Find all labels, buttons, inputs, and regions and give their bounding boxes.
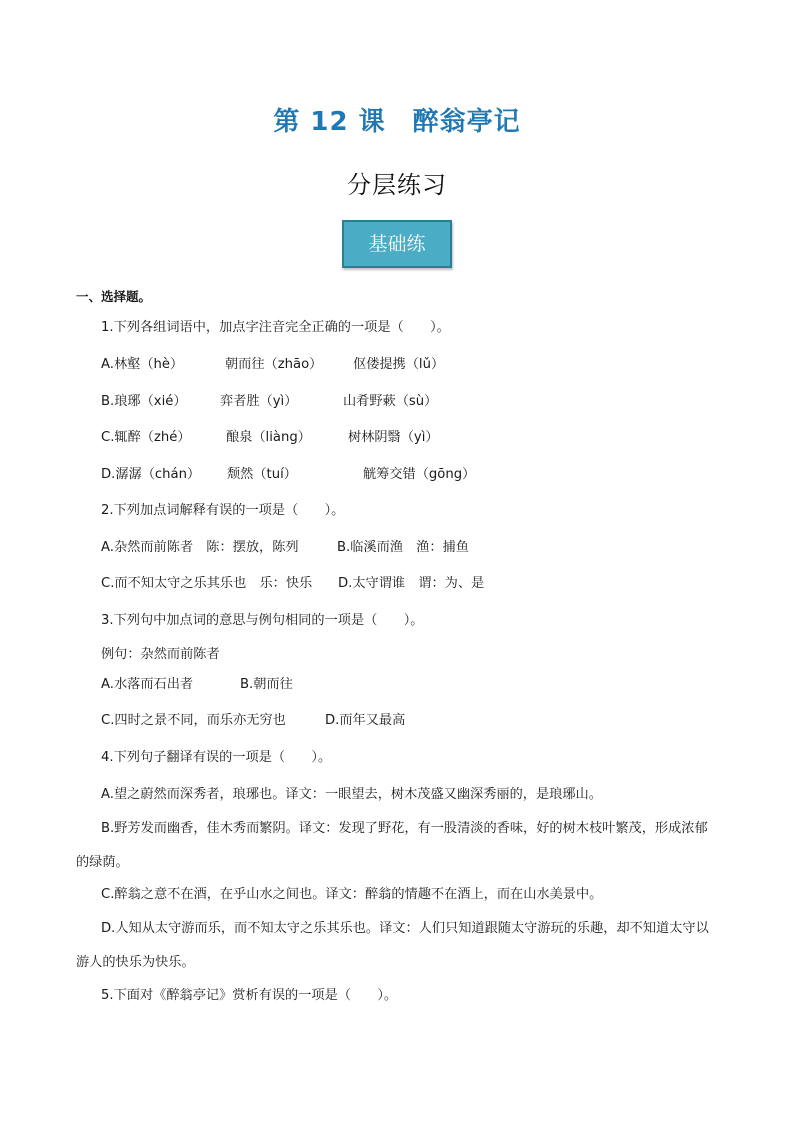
question-2-options-cd	[101, 572, 484, 591]
option-a: A.杂然而前陈者 陈：摆放，陈列	[101, 540, 299, 555]
question-5-stem: 5.下面对《醉翁亭记》赏析有误的一项是（ ）。	[101, 988, 398, 1003]
option-c-part-3: 树林阴翳（yì）	[348, 430, 439, 445]
question-1-option-a	[101, 353, 444, 372]
option-c: C.四时之景不同，而乐亦无穷也	[101, 713, 286, 728]
page-subtitle: 分层练习	[347, 171, 447, 199]
option-a-part-1: A.林壑（hè）	[101, 357, 184, 372]
option-d-part-1: D.潺潺（chán）	[101, 467, 201, 482]
option-d: D.太守谓谁 谓：为、是	[338, 576, 485, 591]
question-2-stem: 2.下列加点词解释有误的一项是（ ）。	[101, 503, 345, 518]
question-1-stem: 1.下列各组词语中，加点字注音完全正确的一项是（ ）。	[101, 320, 450, 335]
option-b-part-2: 弈者胜（yì）	[220, 394, 298, 409]
option-c: C.而不知太守之乐其乐也 乐：快乐	[101, 576, 313, 591]
question-2-options-ab	[101, 536, 469, 555]
option-a-part-2: 朝而往（zhāo）	[225, 357, 323, 372]
option-d: D.而年又最高	[325, 713, 406, 728]
option-b-part-1: B.琅琊（xié）	[101, 394, 187, 409]
option-d-part-3: 觥筹交错（gōng）	[363, 467, 476, 482]
question-3-options-cd	[101, 709, 405, 728]
option-a-part-3: 伛偻提携（lǔ）	[353, 357, 445, 372]
question-3-stem: 3.下列句中加点词的意思与例句相同的一项是（ ）。	[101, 613, 424, 628]
section-heading: 一、选择题。	[76, 289, 152, 304]
option-c-part-1: C.辄醉（zhé）	[101, 430, 191, 445]
question-4-option-b: B.野芳发而幽香，佳木秀而繁阴。译文：发现了野花，有一股清淡的香味，好的树木枝叶繁茂，形成浓郁的绿荫。	[76, 821, 708, 870]
option-b: B.朝而往	[240, 677, 293, 692]
question-3-example: 例句：杂然而前陈者	[101, 647, 220, 662]
question-4-option-d: D.人知从太守游而乐，而不知太守之乐其乐也。译文：人们只知道跟随太守游玩的乐趣，却不知道太守以游人的快乐为快乐。	[76, 921, 709, 970]
option-b: B.临溪而渔 渔：捕鱼	[337, 540, 469, 555]
question-1-option-b	[101, 390, 437, 409]
option-a: A.水落而石出者	[101, 677, 194, 692]
question-4-option-c: C.醉翁之意不在酒，在乎山水之间也。译文：醉翁的情趣不在酒上，而在山水美景中。	[101, 887, 603, 902]
option-b-part-3: 山肴野蔌（sù）	[343, 394, 438, 409]
question-3-options-ab	[101, 673, 293, 692]
lesson-title: 第 12 课 醉翁亭记	[273, 107, 521, 137]
option-d-part-2: 颓然（tuí）	[227, 467, 297, 482]
question-4-stem: 4.下列句子翻译有误的一项是（ ）。	[101, 750, 332, 765]
option-c-part-2: 酿泉（liàng）	[226, 430, 311, 445]
question-1-option-d	[101, 463, 475, 482]
question-1-option-c	[101, 426, 439, 445]
question-4-option-a: A.望之蔚然而深秀者，琅琊也。译文：一眼望去，树木茂盛又幽深秀丽的，是琅琊山。	[101, 787, 602, 802]
level-badge: 基础练	[342, 220, 452, 268]
